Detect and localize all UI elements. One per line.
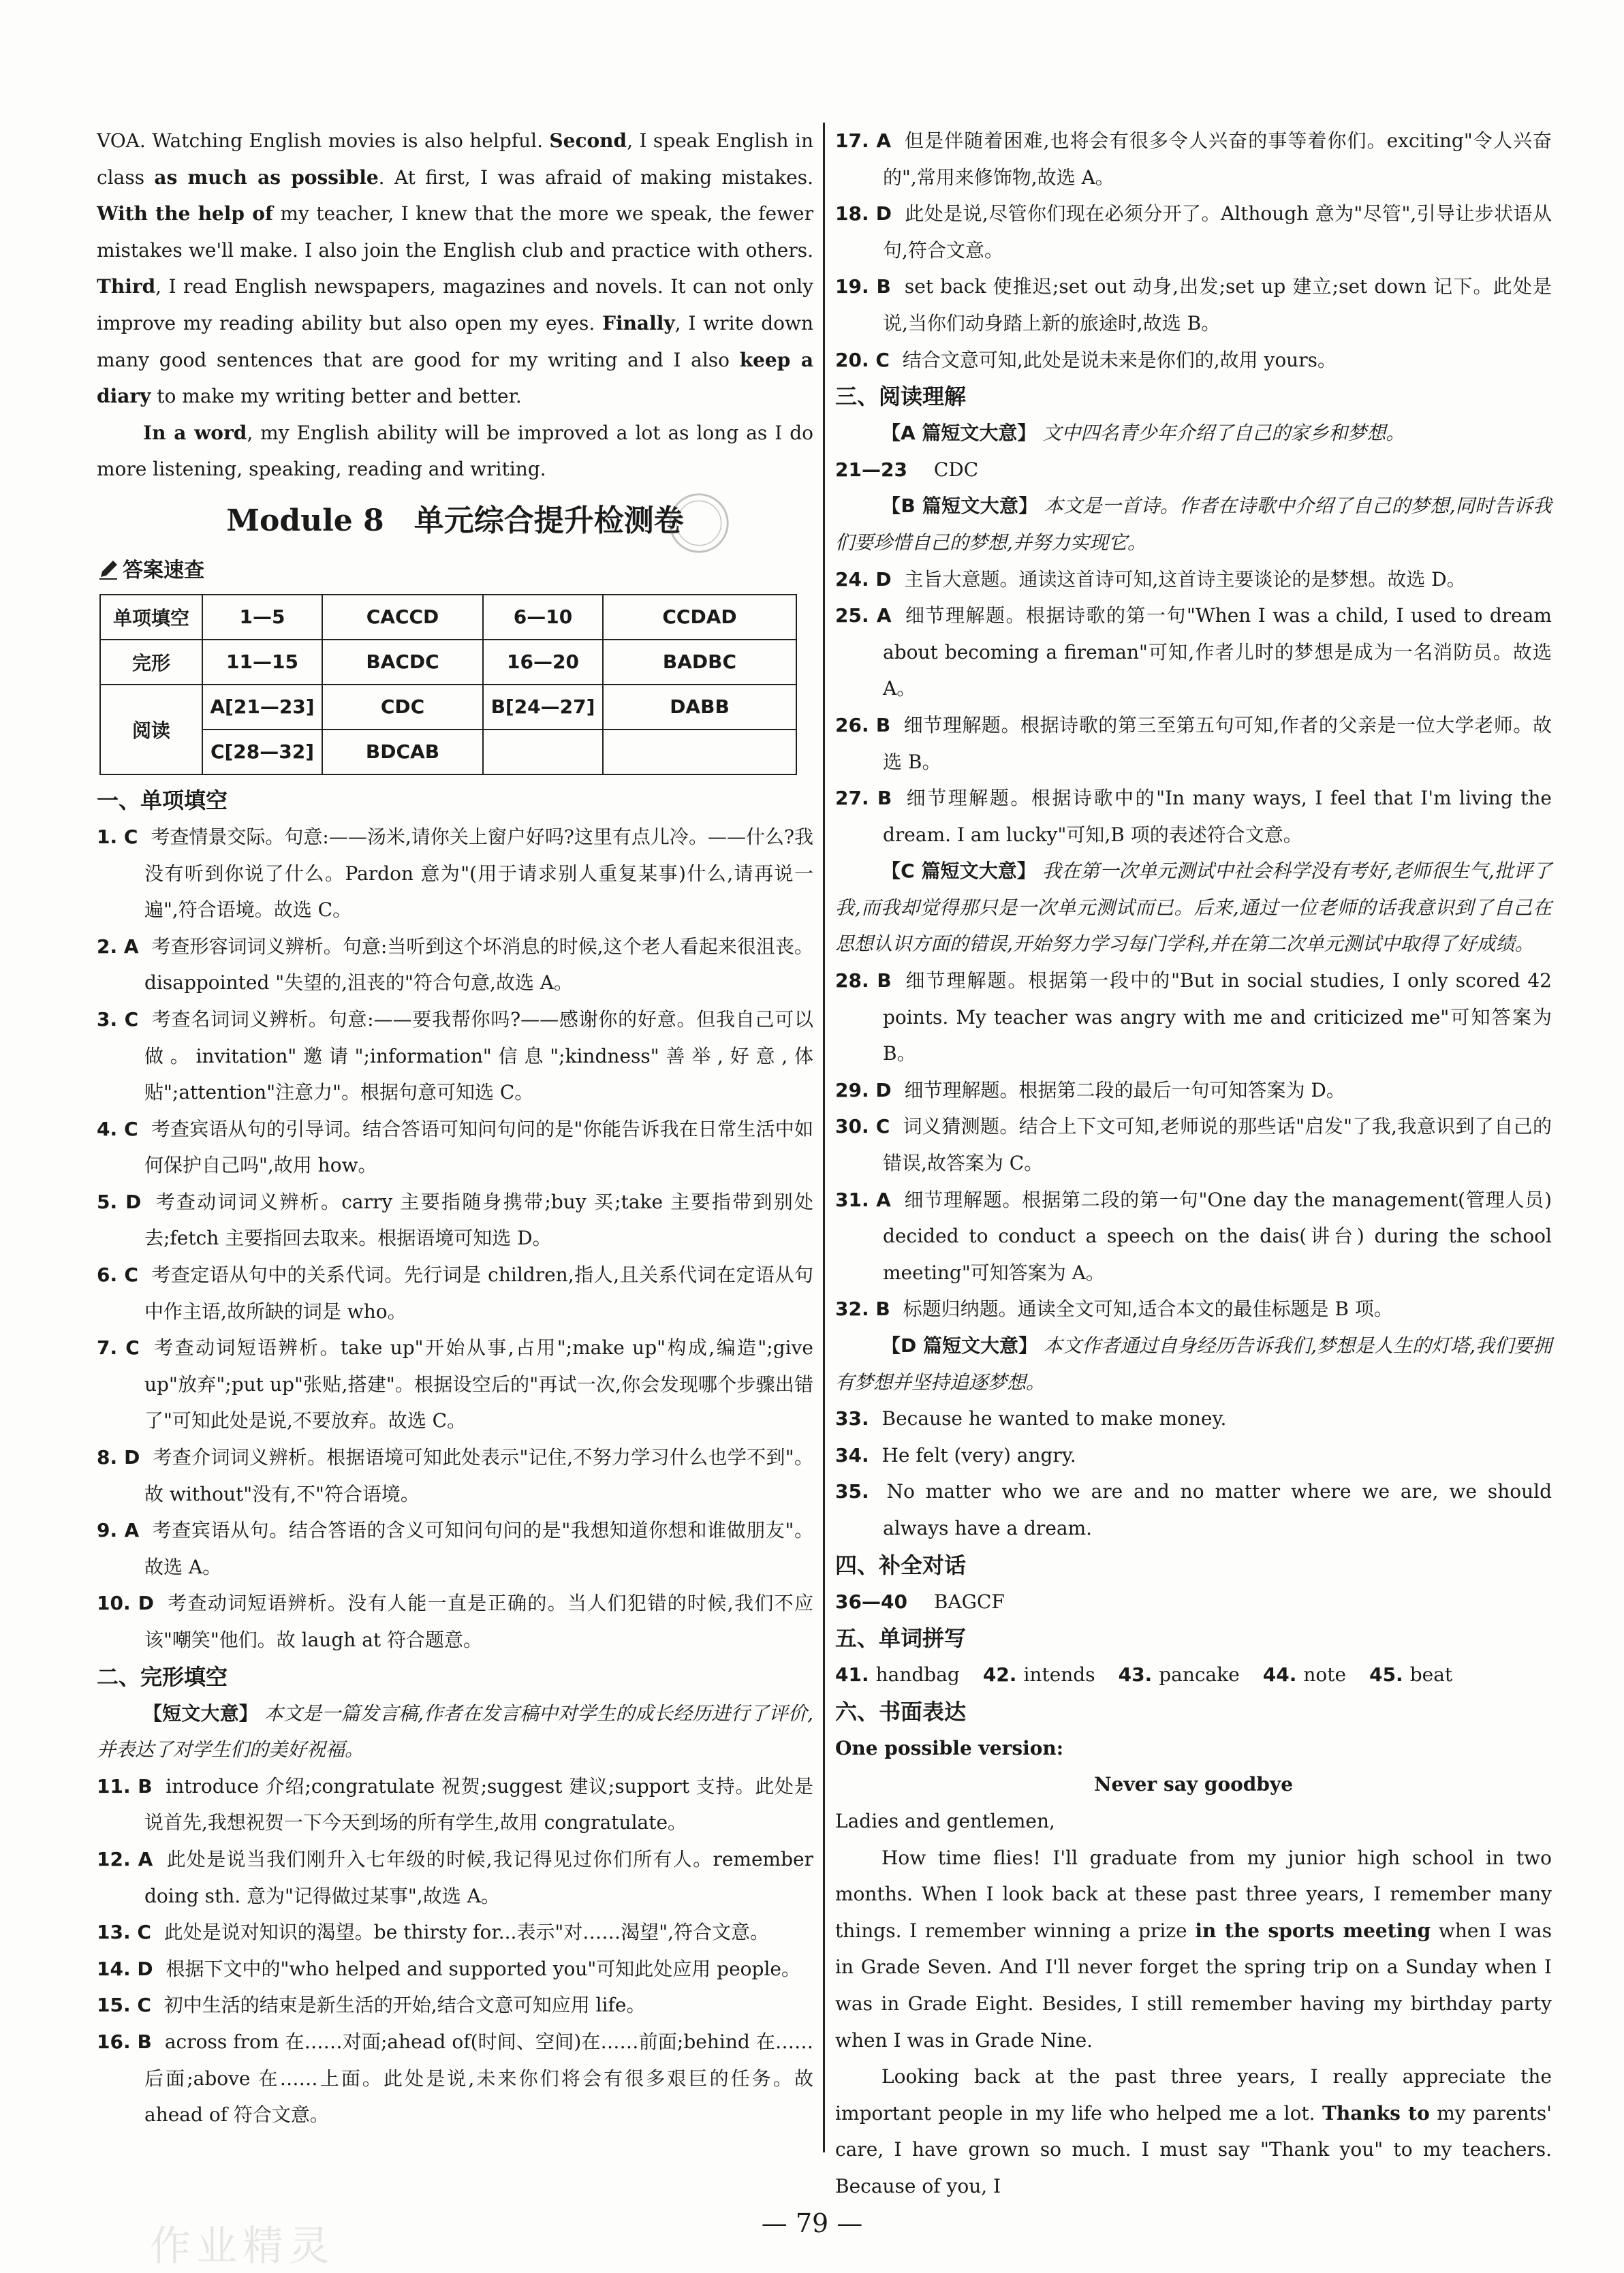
table-cell: 11—15 bbox=[202, 640, 322, 685]
table-row bbox=[100, 730, 796, 774]
answer-item bbox=[835, 452, 1552, 488]
answer-key-table bbox=[99, 594, 797, 775]
summary-text: 本文是一首诗。作者在诗歌中介绍了自己的梦想,同时告诉我们要珍惜自己的梦想,并努力实现它。 bbox=[835, 495, 1552, 554]
item-number: 45. bbox=[1369, 1663, 1403, 1687]
item-text: across from 在……对面;ahead of(时间、空间)在……前面;behind 在……后面;above 在……上面。此处是说,未来你们将会有很多艰巨的任务。故 ahead of 符合文意。 bbox=[144, 2030, 813, 2127]
stamp-seal-icon bbox=[666, 490, 732, 556]
item-number: 11. B bbox=[97, 1774, 153, 1798]
table-cell: B[24—27] bbox=[483, 685, 603, 730]
item-number: 5. D bbox=[97, 1190, 142, 1213]
item-text: CDC bbox=[933, 458, 979, 481]
essay-paragraph bbox=[97, 415, 813, 488]
item-text: 标题归纳题。通读全文可知,适合本文的最佳标题是 B 项。 bbox=[896, 1298, 1393, 1321]
item-number: 2. A bbox=[97, 935, 139, 958]
item-text: 此处是说对知识的渴望。be thirsty for...表示"对……渴望",符合文意。 bbox=[157, 1921, 770, 1944]
answer-item bbox=[835, 1584, 1552, 1620]
single-choice-answers bbox=[97, 819, 813, 1659]
item-text: set back 使推迟;set out 动身,出发;set up 建立;set down 记下。此处是说,当你们动身踏上新的旅途时,故选 B。 bbox=[883, 275, 1552, 334]
item-number: 18. D bbox=[835, 202, 892, 225]
table-cell: 完形 bbox=[100, 640, 202, 685]
summary-label: 【B 篇短文大意】 bbox=[881, 495, 1038, 518]
item-number: 7. C bbox=[97, 1336, 140, 1360]
answer-item bbox=[835, 1473, 1552, 1546]
essay-paragraph bbox=[835, 1840, 1552, 2059]
table-row bbox=[100, 595, 796, 640]
bold-phrase: With the help of bbox=[97, 202, 273, 225]
sample-essay bbox=[835, 1840, 1552, 2205]
essay-title: Never say goodbye bbox=[1093, 1773, 1294, 1796]
item-text: No matter who we are and no matter where we are, we should always have a dream. bbox=[875, 1480, 1552, 1539]
answer-item bbox=[835, 707, 1552, 780]
left-column bbox=[97, 123, 813, 2133]
table-cell: 16—20 bbox=[483, 640, 603, 685]
bold-phrase: In a word bbox=[143, 421, 247, 444]
item-number: 4. C bbox=[97, 1117, 138, 1140]
text-run: , I read English newspapers, magazines and novels. It can not only improve my reading ability but also open my eyes. bbox=[97, 275, 813, 334]
item-text: 考查形容词词义辨析。句意:当听到这个坏消息的时候,这个老人看起来很沮丧。disappointed "失望的,沮丧的"符合句意,故选 A。 bbox=[144, 935, 813, 994]
answer-item bbox=[97, 1512, 813, 1585]
essay-paragraph bbox=[835, 2058, 1552, 2204]
text-run: Looking back at the past three years, I really appreciate the important people in my life who helped me a lot. bbox=[835, 2065, 1552, 2125]
item-text: 细节理解题。根据第二段的第一句"One day the management(管理人员) decided to conduct a speech on the dais(讲台) during the school meeting"可知答案为 A。 bbox=[883, 1188, 1552, 1284]
table-cell: DABB bbox=[603, 685, 796, 730]
answer-item bbox=[97, 1111, 813, 1184]
item-text: 考查动词短语辨析。没有人能一直是正确的。当人们犯错的时候,我们不应该"嘲笑"他们。故 laugh at 符合题意。 bbox=[144, 1592, 813, 1651]
item-number: 29. D bbox=[835, 1078, 892, 1101]
item-number: 14. D bbox=[97, 1957, 153, 1980]
item-number: 10. D bbox=[97, 1592, 154, 1615]
item-text: pancake bbox=[1159, 1663, 1240, 1687]
item-text: 细节理解题。根据第一段中的"But in social studies, I only scored 42 points. My teacher was angry with me and criticized me"可知答案为 B。 bbox=[883, 969, 1552, 1065]
item-text: 结合文意可知,此处是说未来是你们的,故用 yours。 bbox=[896, 348, 1337, 371]
item-text: note bbox=[1303, 1663, 1347, 1687]
table-cell: 阅读 bbox=[100, 685, 202, 774]
item-number: 34. bbox=[835, 1443, 869, 1467]
item-number: 25. A bbox=[835, 604, 892, 627]
answer-item bbox=[97, 1439, 813, 1512]
item-text: 初中生活的结束是新生活的开始,结合文意可知应用 life。 bbox=[157, 1994, 646, 2017]
answer-item bbox=[97, 1768, 813, 1841]
item-number: 30. C bbox=[835, 1115, 890, 1138]
item-number: 42. bbox=[982, 1663, 1017, 1687]
table-cell: 单项填空 bbox=[100, 595, 202, 640]
text-run: . At first, I was afraid of making mistakes. bbox=[378, 166, 813, 189]
essay-paragraph bbox=[97, 123, 813, 415]
answer-item bbox=[97, 1001, 813, 1111]
answer-quick-check-heading bbox=[97, 553, 813, 589]
item-text: intends bbox=[1023, 1663, 1095, 1687]
text-run: , I speak English in class bbox=[97, 129, 813, 189]
summary-label: 【短文大意】 bbox=[143, 1702, 258, 1725]
item-text: 考查介词词义辨析。根据语境可知此处表示"记住,不努力学习什么也学不到"。故 without"没有,不"符合语境。 bbox=[144, 1446, 813, 1505]
essay-salutation: Ladies and gentlemen, bbox=[835, 1809, 1055, 1832]
item-number: 31. A bbox=[835, 1188, 891, 1211]
item-text: 考查定语从句中的关系代词。先行词是 children,指人,且关系代词在定语从句中作主语,故所缺的词是 who。 bbox=[144, 1264, 813, 1323]
bold-phrase: Finally bbox=[602, 311, 675, 334]
answer-heading-text: 答案速查 bbox=[123, 558, 204, 582]
item-number: 16. B bbox=[97, 2030, 152, 2053]
item-number: 35. bbox=[835, 1480, 869, 1503]
table-cell: C[28—32] bbox=[202, 730, 322, 774]
text-run: my teacher, I knew that the more we speak, the fewer mistakes we'll make. I also join the English club and practice with others. bbox=[97, 202, 813, 262]
item-number: 32. B bbox=[835, 1298, 890, 1321]
answer-item bbox=[835, 342, 1552, 379]
passage-summary bbox=[835, 415, 1552, 452]
item-text: 考查宾语从句的引导词。结合答语可知问句问的是"你能告诉我在日常生活中如何保护自己吗",故用 how。 bbox=[144, 1117, 813, 1177]
answer-item bbox=[835, 195, 1552, 268]
bold-phrase: Second bbox=[549, 129, 627, 152]
answer-item bbox=[835, 962, 1552, 1072]
table-cell: CCDAD bbox=[603, 595, 796, 640]
answer-item bbox=[835, 1072, 1552, 1109]
table-cell: CACCD bbox=[322, 595, 483, 640]
text-run: How time flies! I'll graduate from my junior high school in two months. When I look back at these past three years, I remember many things. I remember winning a prize bbox=[835, 1846, 1552, 1942]
summary-label: 【A 篇短文大意】 bbox=[881, 422, 1037, 445]
item-number: 1. C bbox=[97, 825, 138, 848]
answer-item bbox=[97, 928, 813, 1001]
answer-item bbox=[835, 1291, 1552, 1328]
text-run: , my English ability will be improved a lot as long as I do more listening, speaking, reading and writing. bbox=[97, 421, 814, 481]
table-row bbox=[100, 640, 796, 685]
item-number: 8. D bbox=[97, 1446, 140, 1469]
summary-text: 文中四名青少年介绍了自己的家乡和梦想。 bbox=[1042, 422, 1405, 445]
item-text: 此处是说当我们刚升入七年级的时候,我记得见过你们所有人。remember doing sth. 意为"记得做过某事",故选 A。 bbox=[144, 1847, 813, 1907]
answer-item bbox=[97, 1987, 813, 2024]
table-cell bbox=[603, 730, 796, 774]
table-cell bbox=[483, 730, 603, 774]
item-number: 15. C bbox=[97, 1994, 151, 2017]
right-column bbox=[835, 123, 1552, 2204]
cloze-answers bbox=[97, 1768, 813, 2133]
answer-item bbox=[835, 1108, 1552, 1181]
item-text: introduce 介绍;congratulate 祝贺;suggest 建议;support 支持。此处是说首先,我想祝贺一下今天到场的所有学生,故用 congratulate。 bbox=[144, 1774, 813, 1834]
summary-label: 【D 篇短文大意】 bbox=[881, 1334, 1038, 1357]
bold-phrase: keep a diary bbox=[97, 348, 813, 408]
item-text: 细节理解题。根据诗歌的第三至第五句可知,作者的父亲是一位大学老师。故选 B。 bbox=[883, 713, 1552, 773]
item-number: 43. bbox=[1118, 1663, 1153, 1687]
answer-item bbox=[835, 1437, 1552, 1474]
item-text: 但是伴随着困难,也将会有很多令人兴奋的事等着你们。exciting"令人兴奋的",常用来修饰物,故选 A。 bbox=[883, 129, 1552, 189]
answer-item bbox=[835, 123, 1552, 195]
table-row bbox=[100, 685, 796, 730]
item-text: 词义猜测题。结合上下文可知,老师说的那些话"启发"了我,我意识到了自己的错误,故答案为 C。 bbox=[883, 1115, 1552, 1175]
item-text: handbag bbox=[875, 1663, 960, 1687]
version-label: One possible version: bbox=[835, 1736, 1064, 1759]
item-text: 考查情景交际。句意:——汤米,请你关上窗户好吗?这里有点儿冷。——什么?我没有听到你说了什么。Pardon 意为"(用于请求别人重复某事)什么,请再说一遍",符合语境。故选 C。 bbox=[144, 825, 814, 922]
item-number: 3. C bbox=[97, 1007, 139, 1031]
summary-text: 本文是一篇发言稿,作者在发言稿中对学生的成长经历进行了评价,并表达了对学生们的美好祝福。 bbox=[97, 1702, 813, 1761]
answer-item bbox=[835, 561, 1552, 598]
bold-phrase: as much as possible bbox=[154, 166, 379, 189]
item-number: 17. A bbox=[835, 129, 892, 152]
item-text: 细节理解题。根据诗歌的第一句"When I was a child, I used to dream about becoming a fireman"可知,作者儿时的梦想是成为一名消防员。故选 A。 bbox=[883, 604, 1552, 700]
cloze-answers-continued bbox=[835, 123, 1552, 378]
item-text: 考查动词短语辨析。take up"开始从事,占用";make up"构成,编造";give up"放弃";put up"张贴,搭建"。根据设空后的"再试一次,你会发现哪个步骤出错了"可知此处是说,不要放弃。故选 C。 bbox=[144, 1336, 813, 1432]
section-heading: 四、补全对话 bbox=[835, 1552, 967, 1578]
summary-text: 本文作者通过自身经历告诉我们,梦想是人生的灯塔,我们要拥有梦想并坚持追逐梦想。 bbox=[835, 1334, 1552, 1394]
item-text: 细节理解题。根据第二段的最后一句可知答案为 D。 bbox=[898, 1078, 1345, 1101]
passage-c-answers bbox=[835, 962, 1552, 1328]
item-text: 根据下文中的"who helped and supported you"可知此处应用 people。 bbox=[159, 1957, 800, 1980]
item-text: He felt (very) angry. bbox=[875, 1443, 1076, 1467]
passage-summary bbox=[835, 488, 1552, 561]
pencil-icon bbox=[97, 558, 120, 581]
table-cell: BACDC bbox=[322, 640, 483, 685]
passage-summary bbox=[835, 1328, 1552, 1400]
section-heading: 五、单词拼写 bbox=[835, 1625, 967, 1652]
answer-item bbox=[835, 597, 1552, 707]
table-cell: 1—5 bbox=[202, 595, 322, 640]
item-text: 此处是说,尽管你们现在必须分开了。Although 意为"尽管",引导让步状语从句,符合文意。 bbox=[883, 202, 1552, 262]
text-run: , I write down many good sentences that are good for my writing and I also bbox=[97, 311, 814, 371]
table-cell: A[21—23] bbox=[202, 685, 322, 730]
answer-item bbox=[97, 1257, 813, 1330]
passage-summary bbox=[97, 1695, 813, 1768]
summary-label: 【C 篇短文大意】 bbox=[881, 860, 1036, 883]
answer-item bbox=[97, 1184, 813, 1257]
section-heading: 二、完形填空 bbox=[97, 1663, 228, 1690]
item-text: BAGCF bbox=[933, 1590, 1005, 1613]
item-number: 21—23 bbox=[835, 458, 907, 481]
section-heading: 一、单项填空 bbox=[97, 787, 228, 813]
essay-continuation bbox=[97, 123, 813, 488]
item-number: 26. B bbox=[835, 713, 891, 736]
table-cell: CDC bbox=[322, 685, 483, 730]
answer-item bbox=[97, 1914, 813, 1951]
summary-text: 我在第一次单元测试中社会科学没有考好,老师很生气,批评了我,而我却觉得那只是一次单元测试而已。后来,通过一位老师的话我意识到了自己在思想认识方面的错误,开始努力学习每门学科,并在第二次单元测试中取得了好成绩。 bbox=[835, 860, 1552, 956]
item-text: beat bbox=[1409, 1663, 1453, 1687]
module-title-text: Module 8 单元综合提升检测卷 bbox=[226, 503, 684, 538]
text-run: when I was in Grade Seven. And I'll never forget the spring trip on a Sunday when I was in Grade Eight. Besides, I still remember having my birthday party when I was in Grade Nine. bbox=[835, 1919, 1552, 2052]
answer-item bbox=[835, 1182, 1552, 1291]
item-number: 13. C bbox=[97, 1921, 151, 1944]
answer-item bbox=[97, 819, 813, 928]
item-number: 41. bbox=[835, 1663, 869, 1687]
module-title bbox=[97, 497, 813, 545]
page-number: — 79 — bbox=[761, 2208, 863, 2238]
answer-item bbox=[97, 1951, 813, 1988]
section-heading: 六、书面表达 bbox=[835, 1698, 967, 1725]
column-divider bbox=[823, 123, 825, 2152]
bold-phrase: Third bbox=[97, 275, 156, 298]
item-number: 36—40 bbox=[835, 1590, 907, 1613]
table-cell: BADBC bbox=[603, 640, 796, 685]
item-number: 20. C bbox=[835, 348, 890, 371]
item-text: Because he wanted to make money. bbox=[875, 1407, 1227, 1430]
item-number: 44. bbox=[1262, 1663, 1297, 1687]
item-number: 24. D bbox=[835, 567, 892, 591]
item-number: 12. A bbox=[97, 1847, 153, 1870]
answer-item bbox=[835, 780, 1552, 853]
table-cell: 6—10 bbox=[483, 595, 603, 640]
answer-item bbox=[835, 268, 1552, 341]
item-number: 9. A bbox=[97, 1519, 140, 1542]
item-text: 细节理解题。根据诗歌中的"In many ways, I feel that I'm living the dream. I am lucky"可知,B 项的表述符合文意。 bbox=[883, 787, 1552, 846]
passage-summary bbox=[835, 853, 1552, 962]
bold-phrase: Thanks to bbox=[1322, 2101, 1430, 2125]
item-text: 考查名词词义辨析。句意:——要我帮你吗?——感谢你的好意。但我自己可以做。invitation"邀请";information"信息";kindness"善举,好意,体贴";attention"注意力"。根据句意可知选 C。 bbox=[144, 1007, 813, 1104]
text-run: VOA. Watching English movies is also helpful. bbox=[97, 129, 550, 152]
item-number: 19. B bbox=[835, 275, 891, 298]
answer-item bbox=[97, 1841, 813, 1914]
passage-b-answers bbox=[835, 561, 1552, 853]
bold-phrase: in the sports meeting bbox=[1195, 1919, 1431, 1942]
answer-item bbox=[97, 2024, 813, 2133]
item-number: 6. C bbox=[97, 1264, 138, 1287]
passage-d-answers bbox=[835, 1400, 1552, 1546]
item-number: 28. B bbox=[835, 969, 892, 992]
item-number: 33. bbox=[835, 1407, 869, 1430]
text-run: to make my writing better and better. bbox=[151, 385, 522, 408]
text-run: my parents' care, I have grown so much. I must say "Thank you" to my teachers. Because of you, I bbox=[835, 2101, 1552, 2197]
answer-item bbox=[835, 1400, 1552, 1437]
answer-item bbox=[97, 1585, 813, 1658]
section-heading: 三、阅读理解 bbox=[835, 383, 967, 410]
spelling-answers bbox=[835, 1657, 1552, 1693]
item-text: 考查动词词义辨析。carry 主要指随身携带;buy 买;take 主要指带到别处去;fetch 主要指回去取来。根据语境可知选 D。 bbox=[144, 1190, 813, 1250]
item-text: 考查宾语从句。结合答语的含义可知问句问的是"我想知道你想和谁做朋友"。故选 A。 bbox=[144, 1519, 813, 1578]
item-text: 主旨大意题。通读这首诗可知,这首诗主要谈论的是梦想。故选 D。 bbox=[898, 567, 1466, 591]
item-number: 27. B bbox=[835, 787, 892, 810]
answer-item bbox=[97, 1330, 813, 1439]
table-cell: BDCAB bbox=[322, 730, 483, 774]
watermark: 作业精灵 bbox=[150, 2223, 335, 2270]
